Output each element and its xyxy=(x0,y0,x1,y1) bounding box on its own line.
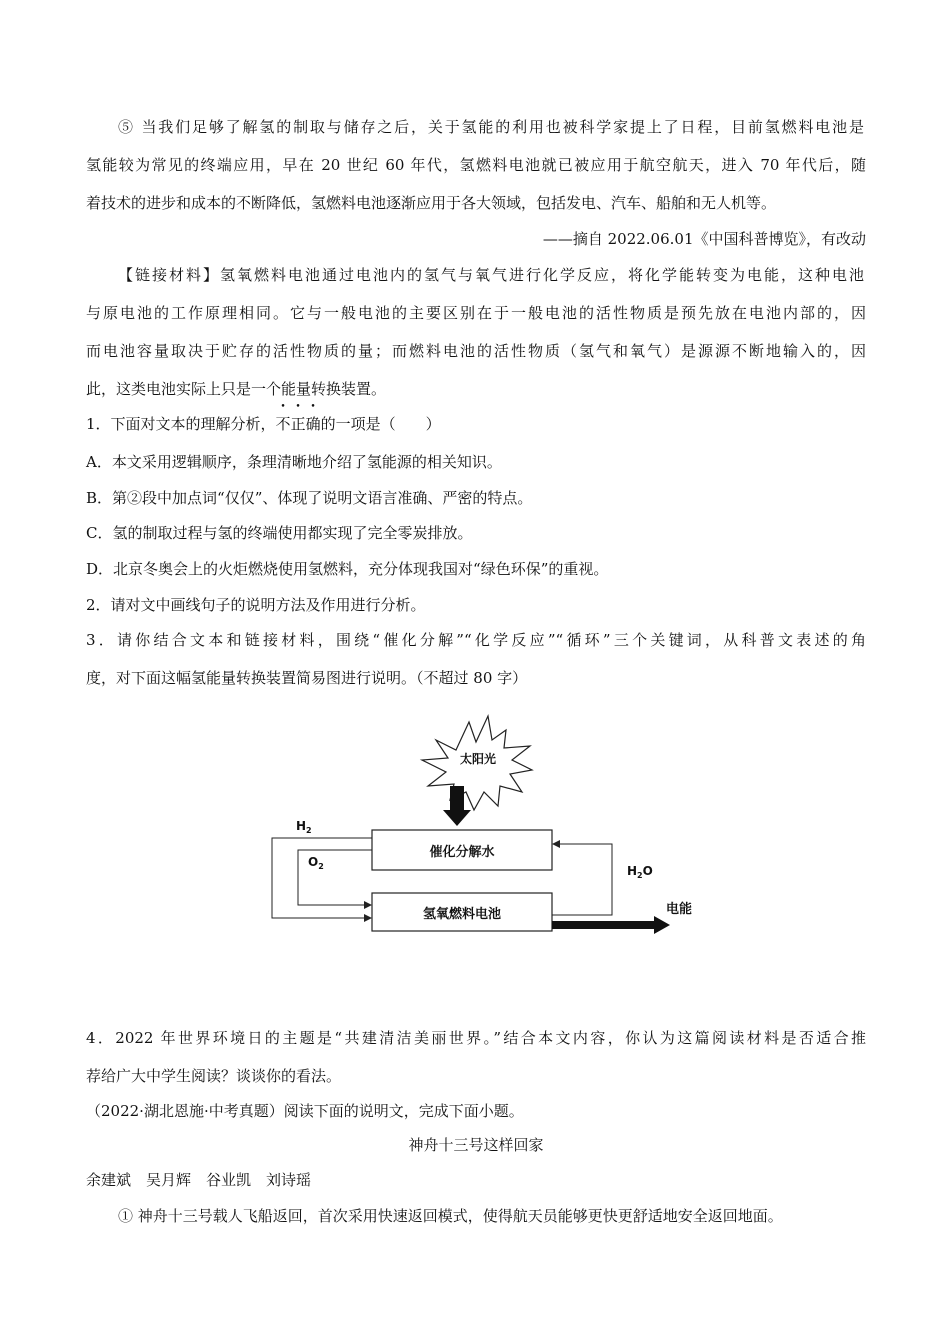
question-1-stem xyxy=(86,414,866,434)
question-2: 2．请对文中画线句子的说明方法及作用进行分析。 xyxy=(86,596,426,614)
paragraph-5-line-3: 着技术的进步和成本的不断降低，氢燃料电池逐渐应用于各大领域，包括发电、汽车、船舶和无人机等。 xyxy=(86,194,777,212)
question-3-line-1: 3．请你结合文本和链接材料，围绕“催化分解”“化学反应”“循环”三个关键词，从科普文表述的角 xyxy=(86,631,866,649)
fuel-cell-label: 氢氧燃料电池 xyxy=(422,907,502,922)
question-1-stem-after: 的一项是（ ） xyxy=(320,415,441,433)
paragraph-5-line-2: 氢能较为常见的终端应用，早在 20 世纪 60 年代，氢燃料电池就已被应用于航空航天，进入 70 年代后，随 xyxy=(86,156,866,174)
article-title: 神舟十三号这样回家 xyxy=(408,1136,544,1154)
question-1-option-c: C．氢的制取过程与氢的终端使用都实现了完全零炭排放。 xyxy=(86,524,473,542)
article-paragraph-1: ① 神舟十三号载人飞船返回，首次采用快速返回模式，使得航天员能够更快更舒适地安全返回地面。 xyxy=(118,1207,783,1225)
catalytic-decomposition-label: 催化分解水 xyxy=(429,845,495,860)
emphasis-char-1: 不 xyxy=(275,415,291,433)
question-1-emphasis xyxy=(276,415,321,433)
question-4-line-1: 4．2022 年世界环境日的主题是“共建清洁美丽世界。”结合本文内容，你认为这篇阅读材料是否适合推 xyxy=(86,1029,866,1047)
link-material-line-3: 而电池容量取决于贮存的活性物质的量；而燃料电池的活性物质（氢气和氧气）是源源不断地输入的，因 xyxy=(86,342,866,360)
h2o-flow-arrow xyxy=(552,844,612,915)
section-intro: （2022·湖北恩施·中考真题）阅读下面的说明文，完成下面小题。 xyxy=(86,1102,524,1120)
sunlight-label: 太阳光 xyxy=(459,752,497,766)
question-3-line-2: 度，对下面这幅氢能量转换装置简易图进行说明。（不超过 80 字） xyxy=(86,669,528,687)
h2-arrowhead-icon xyxy=(364,914,372,922)
h2o-arrowhead-icon xyxy=(552,840,560,848)
paragraph-5-line-1: ⑤ 当我们足够了解氢的制取与储存之后，关于氢能的利用也被科学家提上了日程，目前氢燃料电池是 xyxy=(118,118,864,136)
link-material-line-1: 【链接材料】氢氧燃料电池通过电池内的氢气与氧气进行化学反应，将化学能转变为电能，这种电池 xyxy=(118,266,864,284)
article-authors: 余建斌 吴月辉 谷业凯 刘诗瑶 xyxy=(86,1171,312,1189)
source-note: ——摘自 2022.06.01《中国科普博览》，有改动 xyxy=(542,230,866,248)
question-1-option-b: B．第②段中加点词“仅仅”、体现了说明文语言准确、严密的特点。 xyxy=(86,489,533,507)
hydrogen-energy-diagram xyxy=(260,712,700,942)
link-material-line-4: 此，这类电池实际上只是一个能量转换装置。 xyxy=(86,380,387,398)
question-1-stem-before: 1．下面对文本的理解分析， xyxy=(86,415,276,433)
electric-output-arrow-icon xyxy=(552,916,670,934)
question-1-option-d: D．北京冬奥会上的火炬燃烧使用氢燃料，充分体现我国对“绿色环保”的重视。 xyxy=(86,560,609,578)
o2-arrowhead-icon xyxy=(364,901,372,909)
h2-label: $H_2$ xyxy=(296,819,312,835)
emphasis-char-3: 确 xyxy=(305,415,321,433)
o2-label: $O_2$ xyxy=(308,855,324,871)
question-1-option-a: A．本文采用逻辑顺序，条理清晰地介绍了氢能源的相关知识。 xyxy=(86,453,502,471)
emphasis-char-2: 正 xyxy=(290,415,306,433)
question-4-line-2: 荐给广大中学生阅读？谈谈你的看法。 xyxy=(86,1067,342,1085)
link-material-line-2: 与原电池的工作原理相同。它与一般电池的主要区别在于一般电池的活性物质是预先放在电池内部的，因 xyxy=(86,304,866,322)
h2o-label: $H_2O$ xyxy=(627,864,653,880)
electric-output-label: 电能 xyxy=(666,902,693,917)
